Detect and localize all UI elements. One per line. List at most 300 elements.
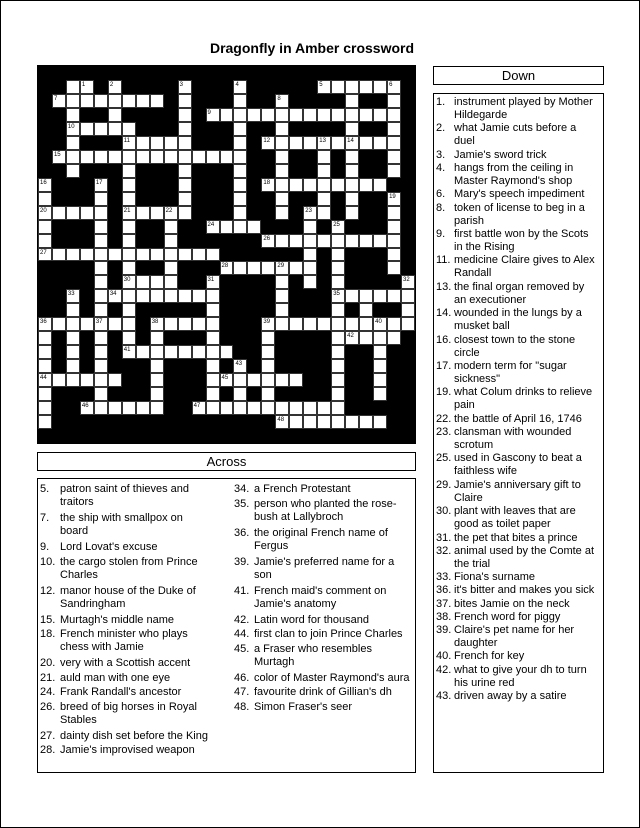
grid-cell[interactable] bbox=[359, 136, 373, 150]
grid-cell[interactable] bbox=[233, 359, 247, 373]
grid-cell[interactable] bbox=[66, 373, 80, 387]
grid-cell[interactable] bbox=[94, 331, 108, 345]
grid-cell[interactable] bbox=[387, 122, 401, 136]
grid-cell[interactable] bbox=[122, 303, 136, 317]
grid-cell[interactable] bbox=[108, 80, 122, 94]
grid-cell[interactable] bbox=[206, 289, 220, 303]
grid-cell[interactable] bbox=[275, 373, 289, 387]
grid-cell[interactable] bbox=[387, 136, 401, 150]
grid-cell[interactable] bbox=[108, 122, 122, 136]
grid-cell[interactable] bbox=[359, 303, 373, 317]
grid-cell[interactable] bbox=[150, 401, 164, 415]
grid-cell[interactable] bbox=[164, 289, 178, 303]
grid-cell[interactable] bbox=[317, 415, 331, 429]
grid-cell[interactable] bbox=[80, 94, 94, 108]
grid-cell[interactable] bbox=[52, 248, 66, 262]
grid-cell[interactable] bbox=[164, 234, 178, 248]
grid-cell[interactable] bbox=[38, 345, 52, 359]
grid-cell[interactable] bbox=[80, 80, 94, 94]
grid-cell[interactable] bbox=[108, 94, 122, 108]
grid-cell[interactable] bbox=[150, 345, 164, 359]
grid-cell[interactable] bbox=[122, 164, 136, 178]
grid-cell[interactable] bbox=[289, 261, 303, 275]
grid-cell[interactable] bbox=[289, 317, 303, 331]
grid-cell[interactable] bbox=[108, 289, 122, 303]
grid-cell[interactable] bbox=[206, 303, 220, 317]
grid-cell[interactable] bbox=[387, 248, 401, 262]
grid-cell[interactable] bbox=[136, 206, 150, 220]
grid-cell[interactable] bbox=[192, 345, 206, 359]
grid-cell[interactable] bbox=[206, 331, 220, 345]
grid-cell[interactable] bbox=[94, 387, 108, 401]
grid-cell[interactable] bbox=[122, 248, 136, 262]
grid-cell[interactable] bbox=[150, 136, 164, 150]
grid-cell[interactable] bbox=[136, 136, 150, 150]
grid-cell[interactable] bbox=[94, 261, 108, 275]
grid-cell[interactable] bbox=[38, 317, 52, 331]
grid-cell[interactable] bbox=[122, 150, 136, 164]
grid-cell[interactable] bbox=[289, 178, 303, 192]
grid-cell[interactable] bbox=[233, 178, 247, 192]
grid-cell[interactable] bbox=[150, 387, 164, 401]
grid-cell[interactable] bbox=[164, 206, 178, 220]
grid-cell[interactable] bbox=[38, 359, 52, 373]
grid-cell[interactable] bbox=[303, 261, 317, 275]
grid-cell[interactable] bbox=[317, 317, 331, 331]
grid-cell[interactable] bbox=[220, 261, 234, 275]
grid-cell[interactable] bbox=[345, 94, 359, 108]
grid-cell[interactable] bbox=[345, 150, 359, 164]
grid-cell[interactable] bbox=[178, 345, 192, 359]
grid-cell[interactable] bbox=[220, 345, 234, 359]
grid-cell[interactable] bbox=[66, 94, 80, 108]
grid-cell[interactable] bbox=[94, 317, 108, 331]
grid-cell[interactable] bbox=[275, 150, 289, 164]
grid-cell[interactable] bbox=[261, 317, 275, 331]
grid-cell[interactable] bbox=[233, 401, 247, 415]
grid-cell[interactable] bbox=[94, 373, 108, 387]
grid-cell[interactable] bbox=[52, 373, 66, 387]
grid-cell[interactable] bbox=[331, 303, 345, 317]
grid-cell[interactable] bbox=[317, 80, 331, 94]
grid-cell[interactable] bbox=[345, 317, 359, 331]
grid-cell[interactable] bbox=[261, 234, 275, 248]
grid-cell[interactable] bbox=[317, 150, 331, 164]
grid-cell[interactable] bbox=[317, 164, 331, 178]
grid-cell[interactable] bbox=[206, 150, 220, 164]
grid-cell[interactable] bbox=[80, 317, 94, 331]
grid-cell[interactable] bbox=[387, 206, 401, 220]
grid-cell[interactable] bbox=[317, 108, 331, 122]
grid-cell[interactable] bbox=[401, 317, 415, 331]
grid-cell[interactable] bbox=[247, 261, 261, 275]
grid-cell[interactable] bbox=[303, 415, 317, 429]
grid-cell[interactable] bbox=[359, 234, 373, 248]
grid-cell[interactable] bbox=[38, 415, 52, 429]
grid-cell[interactable] bbox=[233, 261, 247, 275]
grid-cell[interactable] bbox=[38, 331, 52, 345]
grid-cell[interactable] bbox=[331, 331, 345, 345]
grid-cell[interactable] bbox=[275, 317, 289, 331]
grid-cell[interactable] bbox=[192, 401, 206, 415]
grid-cell[interactable] bbox=[38, 401, 52, 415]
grid-cell[interactable] bbox=[359, 80, 373, 94]
grid-cell[interactable] bbox=[331, 248, 345, 262]
grid-cell[interactable] bbox=[66, 359, 80, 373]
grid-cell[interactable] bbox=[66, 289, 80, 303]
grid-cell[interactable] bbox=[373, 345, 387, 359]
grid-cell[interactable] bbox=[261, 345, 275, 359]
grid-cell[interactable] bbox=[94, 94, 108, 108]
grid-cell[interactable] bbox=[233, 206, 247, 220]
grid-cell[interactable] bbox=[275, 164, 289, 178]
grid-cell[interactable] bbox=[275, 178, 289, 192]
grid-cell[interactable] bbox=[275, 275, 289, 289]
grid-cell[interactable] bbox=[387, 192, 401, 206]
grid-cell[interactable] bbox=[303, 108, 317, 122]
grid-cell[interactable] bbox=[178, 206, 192, 220]
grid-cell[interactable] bbox=[331, 108, 345, 122]
grid-cell[interactable] bbox=[38, 248, 52, 262]
grid-cell[interactable] bbox=[220, 401, 234, 415]
grid-cell[interactable] bbox=[206, 220, 220, 234]
grid-cell[interactable] bbox=[206, 401, 220, 415]
grid-cell[interactable] bbox=[80, 206, 94, 220]
grid-cell[interactable] bbox=[331, 401, 345, 415]
grid-cell[interactable] bbox=[136, 289, 150, 303]
grid-cell[interactable] bbox=[206, 359, 220, 373]
grid-cell[interactable] bbox=[387, 164, 401, 178]
grid-cell[interactable] bbox=[122, 317, 136, 331]
grid-cell[interactable] bbox=[38, 178, 52, 192]
grid-cell[interactable] bbox=[373, 289, 387, 303]
grid-cell[interactable] bbox=[178, 289, 192, 303]
grid-cell[interactable] bbox=[178, 164, 192, 178]
grid-cell[interactable] bbox=[122, 122, 136, 136]
grid-cell[interactable] bbox=[247, 108, 261, 122]
grid-cell[interactable] bbox=[178, 192, 192, 206]
grid-cell[interactable] bbox=[206, 248, 220, 262]
grid-cell[interactable] bbox=[164, 248, 178, 262]
grid-cell[interactable] bbox=[164, 261, 178, 275]
grid-cell[interactable] bbox=[136, 275, 150, 289]
grid-cell[interactable] bbox=[94, 122, 108, 136]
grid-cell[interactable] bbox=[164, 317, 178, 331]
grid-cell[interactable] bbox=[303, 136, 317, 150]
grid-cell[interactable] bbox=[261, 331, 275, 345]
grid-cell[interactable] bbox=[387, 317, 401, 331]
grid-cell[interactable] bbox=[233, 136, 247, 150]
grid-cell[interactable] bbox=[289, 136, 303, 150]
grid-cell[interactable] bbox=[178, 317, 192, 331]
grid-cell[interactable] bbox=[136, 248, 150, 262]
grid-cell[interactable] bbox=[150, 331, 164, 345]
grid-cell[interactable] bbox=[345, 164, 359, 178]
grid-cell[interactable] bbox=[94, 345, 108, 359]
grid-cell[interactable] bbox=[303, 206, 317, 220]
grid-cell[interactable] bbox=[52, 150, 66, 164]
grid-cell[interactable] bbox=[220, 220, 234, 234]
grid-cell[interactable] bbox=[401, 275, 415, 289]
grid-cell[interactable] bbox=[387, 94, 401, 108]
grid-cell[interactable] bbox=[178, 248, 192, 262]
grid-cell[interactable] bbox=[80, 373, 94, 387]
grid-cell[interactable] bbox=[80, 248, 94, 262]
grid-cell[interactable] bbox=[387, 220, 401, 234]
grid-cell[interactable] bbox=[373, 359, 387, 373]
grid-cell[interactable] bbox=[108, 317, 122, 331]
grid-cell[interactable] bbox=[373, 178, 387, 192]
grid-cell[interactable] bbox=[122, 261, 136, 275]
grid-cell[interactable] bbox=[233, 192, 247, 206]
grid-cell[interactable] bbox=[108, 150, 122, 164]
grid-cell[interactable] bbox=[373, 136, 387, 150]
grid-cell[interactable] bbox=[150, 248, 164, 262]
grid-cell[interactable] bbox=[345, 234, 359, 248]
grid-cell[interactable] bbox=[150, 275, 164, 289]
grid-cell[interactable] bbox=[150, 289, 164, 303]
grid-cell[interactable] bbox=[122, 206, 136, 220]
grid-cell[interactable] bbox=[331, 415, 345, 429]
grid-cell[interactable] bbox=[345, 80, 359, 94]
grid-cell[interactable] bbox=[289, 415, 303, 429]
grid-cell[interactable] bbox=[164, 345, 178, 359]
grid-cell[interactable] bbox=[317, 178, 331, 192]
grid-cell[interactable] bbox=[38, 373, 52, 387]
grid-cell[interactable] bbox=[94, 150, 108, 164]
grid-cell[interactable] bbox=[359, 178, 373, 192]
grid-cell[interactable] bbox=[317, 401, 331, 415]
grid-cell[interactable] bbox=[261, 261, 275, 275]
grid-cell[interactable] bbox=[94, 248, 108, 262]
grid-cell[interactable] bbox=[66, 122, 80, 136]
grid-cell[interactable] bbox=[136, 94, 150, 108]
grid-cell[interactable] bbox=[94, 275, 108, 289]
grid-cell[interactable] bbox=[233, 164, 247, 178]
grid-cell[interactable] bbox=[289, 401, 303, 415]
grid-cell[interactable] bbox=[192, 150, 206, 164]
grid-cell[interactable] bbox=[206, 317, 220, 331]
grid-cell[interactable] bbox=[164, 275, 178, 289]
grid-cell[interactable] bbox=[331, 80, 345, 94]
grid-cell[interactable] bbox=[331, 136, 345, 150]
grid-cell[interactable] bbox=[150, 206, 164, 220]
grid-cell[interactable] bbox=[192, 317, 206, 331]
grid-cell[interactable] bbox=[178, 108, 192, 122]
grid-cell[interactable] bbox=[122, 401, 136, 415]
grid-cell[interactable] bbox=[80, 150, 94, 164]
grid-cell[interactable] bbox=[275, 136, 289, 150]
grid-cell[interactable] bbox=[317, 136, 331, 150]
grid-cell[interactable] bbox=[94, 289, 108, 303]
grid-cell[interactable] bbox=[122, 345, 136, 359]
grid-cell[interactable] bbox=[136, 345, 150, 359]
grid-cell[interactable] bbox=[331, 234, 345, 248]
grid-cell[interactable] bbox=[401, 303, 415, 317]
grid-cell[interactable] bbox=[122, 275, 136, 289]
grid-cell[interactable] bbox=[164, 220, 178, 234]
grid-cell[interactable] bbox=[401, 289, 415, 303]
grid-cell[interactable] bbox=[331, 345, 345, 359]
grid-cell[interactable] bbox=[178, 80, 192, 94]
grid-cell[interactable] bbox=[122, 220, 136, 234]
grid-cell[interactable] bbox=[66, 331, 80, 345]
grid-cell[interactable] bbox=[261, 387, 275, 401]
grid-cell[interactable] bbox=[345, 122, 359, 136]
grid-cell[interactable] bbox=[275, 289, 289, 303]
grid-cell[interactable] bbox=[66, 206, 80, 220]
grid-cell[interactable] bbox=[108, 373, 122, 387]
grid-cell[interactable] bbox=[387, 108, 401, 122]
grid-cell[interactable] bbox=[80, 122, 94, 136]
grid-cell[interactable] bbox=[331, 220, 345, 234]
grid-cell[interactable] bbox=[178, 178, 192, 192]
grid-cell[interactable] bbox=[317, 234, 331, 248]
grid-cell[interactable] bbox=[52, 206, 66, 220]
grid-cell[interactable] bbox=[303, 178, 317, 192]
grid-cell[interactable] bbox=[331, 373, 345, 387]
grid-cell[interactable] bbox=[94, 220, 108, 234]
grid-cell[interactable] bbox=[178, 94, 192, 108]
grid-cell[interactable] bbox=[303, 317, 317, 331]
grid-cell[interactable] bbox=[275, 108, 289, 122]
grid-cell[interactable] bbox=[220, 150, 234, 164]
grid-cell[interactable] bbox=[233, 108, 247, 122]
grid-cell[interactable] bbox=[178, 136, 192, 150]
grid-cell[interactable] bbox=[108, 108, 122, 122]
grid-cell[interactable] bbox=[66, 345, 80, 359]
grid-cell[interactable] bbox=[206, 373, 220, 387]
grid-cell[interactable] bbox=[289, 234, 303, 248]
grid-cell[interactable] bbox=[66, 108, 80, 122]
grid-cell[interactable] bbox=[38, 206, 52, 220]
grid-cell[interactable] bbox=[359, 317, 373, 331]
grid-cell[interactable] bbox=[94, 303, 108, 317]
grid-cell[interactable] bbox=[108, 401, 122, 415]
grid-cell[interactable] bbox=[373, 317, 387, 331]
grid-cell[interactable] bbox=[261, 373, 275, 387]
grid-cell[interactable] bbox=[317, 206, 331, 220]
grid-cell[interactable] bbox=[150, 373, 164, 387]
grid-cell[interactable] bbox=[164, 150, 178, 164]
grid-cell[interactable] bbox=[345, 136, 359, 150]
grid-cell[interactable] bbox=[345, 206, 359, 220]
grid-cell[interactable] bbox=[150, 317, 164, 331]
grid-cell[interactable] bbox=[66, 317, 80, 331]
grid-cell[interactable] bbox=[94, 401, 108, 415]
grid-cell[interactable] bbox=[275, 192, 289, 206]
grid-cell[interactable] bbox=[373, 80, 387, 94]
grid-cell[interactable] bbox=[206, 108, 220, 122]
grid-cell[interactable] bbox=[275, 206, 289, 220]
grid-cell[interactable] bbox=[150, 150, 164, 164]
grid-cell[interactable] bbox=[122, 331, 136, 345]
grid-cell[interactable] bbox=[178, 150, 192, 164]
grid-cell[interactable] bbox=[38, 387, 52, 401]
grid-cell[interactable] bbox=[275, 415, 289, 429]
grid-cell[interactable] bbox=[178, 122, 192, 136]
grid-cell[interactable] bbox=[275, 94, 289, 108]
grid-cell[interactable] bbox=[94, 234, 108, 248]
grid-cell[interactable] bbox=[233, 122, 247, 136]
grid-cell[interactable] bbox=[136, 150, 150, 164]
grid-cell[interactable] bbox=[233, 150, 247, 164]
grid-cell[interactable] bbox=[359, 331, 373, 345]
grid-cell[interactable] bbox=[373, 387, 387, 401]
grid-cell[interactable] bbox=[303, 220, 317, 234]
grid-cell[interactable] bbox=[275, 261, 289, 275]
grid-cell[interactable] bbox=[66, 136, 80, 150]
grid-cell[interactable] bbox=[94, 206, 108, 220]
grid-cell[interactable] bbox=[233, 94, 247, 108]
grid-cell[interactable] bbox=[80, 401, 94, 415]
grid-cell[interactable] bbox=[345, 415, 359, 429]
grid-cell[interactable] bbox=[122, 234, 136, 248]
grid-cell[interactable] bbox=[387, 331, 401, 345]
grid-cell[interactable] bbox=[164, 136, 178, 150]
grid-cell[interactable] bbox=[331, 275, 345, 289]
grid-cell[interactable] bbox=[94, 178, 108, 192]
grid-cell[interactable] bbox=[373, 331, 387, 345]
grid-cell[interactable] bbox=[38, 234, 52, 248]
grid-cell[interactable] bbox=[261, 108, 275, 122]
grid-cell[interactable] bbox=[331, 289, 345, 303]
grid-cell[interactable] bbox=[192, 289, 206, 303]
grid-cell[interactable] bbox=[206, 387, 220, 401]
grid-cell[interactable] bbox=[303, 275, 317, 289]
grid-cell[interactable] bbox=[233, 373, 247, 387]
grid-cell[interactable] bbox=[303, 234, 317, 248]
grid-cell[interactable] bbox=[150, 94, 164, 108]
grid-cell[interactable] bbox=[387, 150, 401, 164]
grid-cell[interactable] bbox=[66, 303, 80, 317]
grid-cell[interactable] bbox=[66, 150, 80, 164]
grid-cell[interactable] bbox=[206, 275, 220, 289]
grid-cell[interactable] bbox=[122, 192, 136, 206]
grid-cell[interactable] bbox=[373, 108, 387, 122]
grid-cell[interactable] bbox=[373, 415, 387, 429]
grid-cell[interactable] bbox=[150, 359, 164, 373]
grid-cell[interactable] bbox=[94, 192, 108, 206]
grid-cell[interactable] bbox=[303, 401, 317, 415]
grid-cell[interactable] bbox=[247, 220, 261, 234]
grid-cell[interactable] bbox=[66, 164, 80, 178]
grid-cell[interactable] bbox=[261, 136, 275, 150]
grid-cell[interactable] bbox=[247, 373, 261, 387]
grid-cell[interactable] bbox=[331, 261, 345, 275]
grid-cell[interactable] bbox=[359, 289, 373, 303]
grid-cell[interactable] bbox=[261, 178, 275, 192]
grid-cell[interactable] bbox=[108, 248, 122, 262]
grid-cell[interactable] bbox=[359, 108, 373, 122]
grid-cell[interactable] bbox=[345, 178, 359, 192]
grid-cell[interactable] bbox=[275, 122, 289, 136]
grid-cell[interactable] bbox=[331, 359, 345, 373]
grid-cell[interactable] bbox=[38, 220, 52, 234]
grid-cell[interactable] bbox=[233, 80, 247, 94]
grid-cell[interactable] bbox=[303, 248, 317, 262]
grid-cell[interactable] bbox=[289, 108, 303, 122]
grid-cell[interactable] bbox=[122, 178, 136, 192]
grid-cell[interactable] bbox=[373, 373, 387, 387]
grid-cell[interactable] bbox=[345, 192, 359, 206]
grid-cell[interactable] bbox=[220, 108, 234, 122]
grid-cell[interactable] bbox=[345, 289, 359, 303]
grid-cell[interactable] bbox=[275, 303, 289, 317]
grid-cell[interactable] bbox=[345, 108, 359, 122]
grid-cell[interactable] bbox=[136, 401, 150, 415]
grid-cell[interactable] bbox=[38, 192, 52, 206]
